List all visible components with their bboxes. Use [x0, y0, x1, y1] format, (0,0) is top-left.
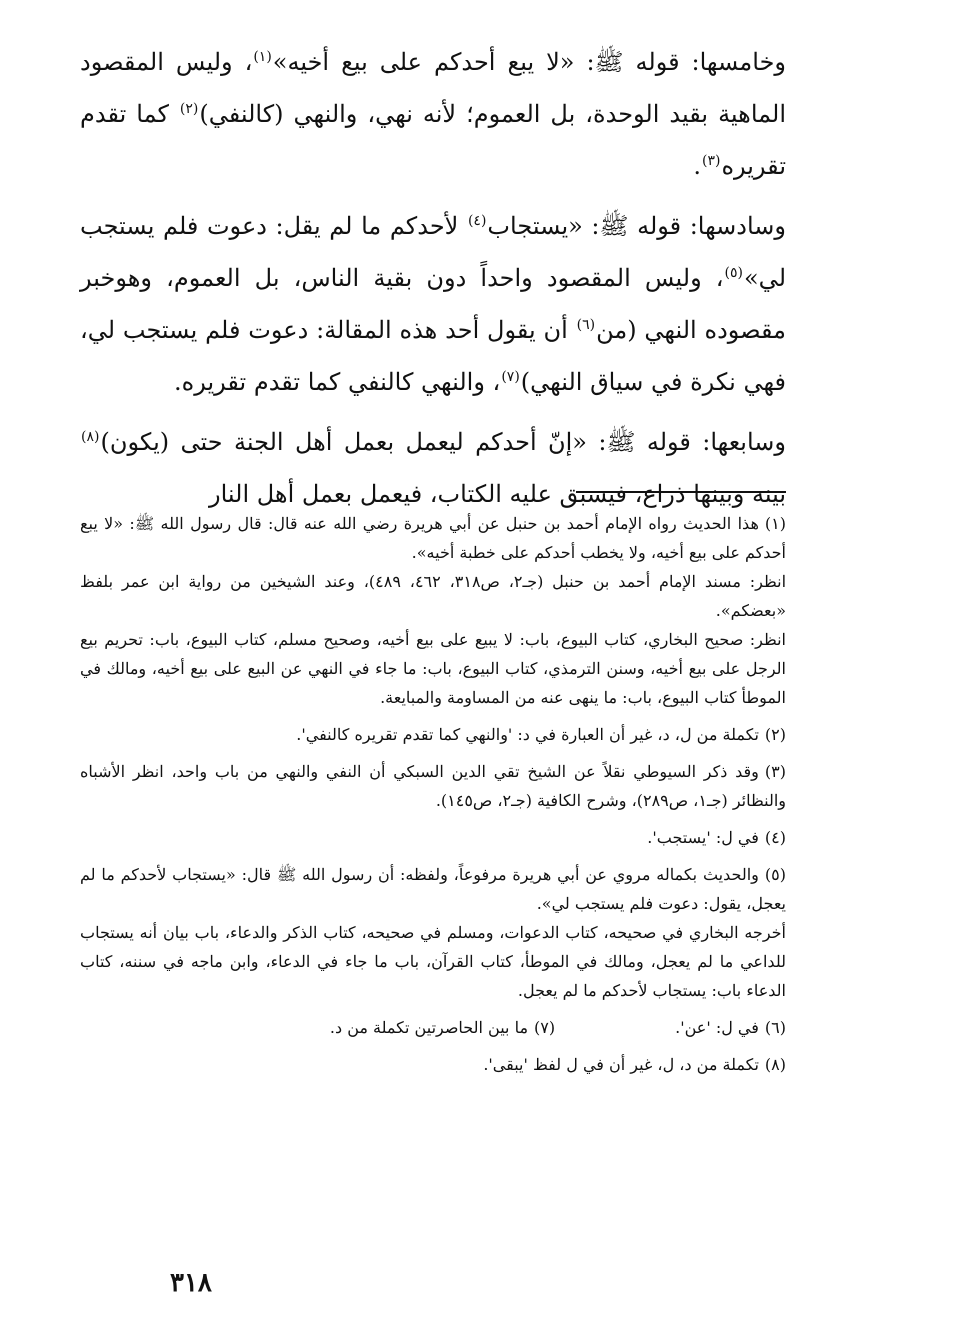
footnote-text: في ل: 'يستجب'.	[647, 828, 759, 847]
paragraph-text: وخامسها: قوله ﷺ: «لا يبع أحدكم على بيع أخيه»	[272, 48, 786, 76]
paragraph-fifth	[80, 36, 786, 192]
footnote-number: (٨)	[764, 1055, 786, 1074]
footnote-2	[80, 720, 786, 749]
footnote-text: في ل: 'عن'.	[675, 1018, 759, 1037]
paragraph-text: .	[693, 152, 701, 180]
footnote-text: انظر: صحيح البخاري، كتاب البيوع، باب: لا يبيع على بيع أخيه، وصحيح مسلم، كتاب البيوع، باب: تحريم بيع الرجل على بيع أخيه، وسنن الترمذي، كتاب البيوع، باب: ما جاء في النهي عن البيع على بيع أخيه، ومالك في الموطأ كتاب البيوع، باب: ما ينهى عنه من المساومة والمبايعة.	[80, 630, 786, 707]
footnote-number: (٥)	[764, 865, 786, 884]
paragraph-text: ، وليس المقصود الماهية بقيد الوحدة، بل العموم؛ لأنه نهي، والنهي (كالنفي)	[80, 48, 786, 128]
footnote-text: تكملة من د، ل، غير أن في ل لفظ 'يبقى'.	[483, 1055, 759, 1074]
footnote-reference: (٣)	[701, 153, 721, 169]
footnote-6	[675, 1013, 786, 1042]
footnote-reference: (٨)	[81, 429, 100, 445]
footnote-reference: (٥)	[724, 265, 743, 281]
paragraph-seventh	[80, 416, 786, 520]
paragraph-text: ، وليس المقصود واحداً دون بقية الناس، بل العموم، وهوخبر مقصوده النهي (من	[80, 264, 786, 344]
paragraph-text: بينه وبينها ذراع، فيسبق عليه الكتاب، فيعمل بعمل أهل النار	[209, 480, 786, 508]
footnote-number: (٢)	[764, 725, 786, 744]
footnote-text: انظر: مسند الإمام أحمد بن حنبل (جـ٢، ص٣١٨، ٤٦٢، ٤٨٩)، وعند الشيخين من رواية ابن عمر بلفظ «بعضكم».	[80, 572, 787, 620]
footnote-1	[80, 509, 786, 712]
footnote-reference: (٧)	[501, 369, 520, 385]
page-number: ٣١٨	[170, 1268, 212, 1298]
footnote-text: أخرجه البخاري في صحيحه، كتاب الدعوات، ومسلم في صحيحه، كتاب الذكر والدعاء، باب بيان أنه يستجاب للداعي ما لم يعجل، ومالك في الموطأ، كتاب القرآن، باب ما جاء في الدعاء، وابن ماجه في سننه، كتاب الدعاء باب: يستجاب لأحدكم ما لم يعجل.	[80, 923, 786, 1000]
footnote-text: والحديث بكماله مروي عن أبي هريرة مرفوعاً، ولفظه: أن رسول الله ﷺ قال: «يستجاب لأحدكم ما لم يعجل، يقول: دعوت فلم يستجب لي».	[80, 865, 786, 913]
footnote-reference: (٤)	[467, 213, 487, 229]
footnote-number: (٦)	[764, 1018, 786, 1037]
footnote-8	[80, 1050, 786, 1079]
footnote-3	[80, 757, 786, 815]
footnote-text: وقد ذكر السيوطي نقلاً عن الشيخ تقي الدين السبكي أن النفي والنهي من باب واحد، انظر الأشباه والنظائر (جـ١، ص٢٨٩)، وشرح الكافية (جـ٢، ص١٤٥).	[80, 762, 786, 810]
paragraph-text: لأحدكم ما لم يقل: دعوت فلم يستجب لي»	[80, 212, 786, 292]
footnote-text: تكملة من ل، د، غير أن العبارة في د: 'والنهي كما تقدم تقريره كالنفي'.	[296, 725, 759, 744]
paragraph-text: وسابعها: قوله ﷺ: «إنّ أحدكم ليعمل بعمل أهل الجنة حتى (يكون)	[100, 428, 786, 456]
footnote-number: (١)	[764, 514, 786, 533]
paragraph-sixth	[80, 200, 786, 408]
paragraph-text: أن يقول أحد هذه المقالة: دعوت فلم يستجب لي، فهي نكرة في سياق النهي)	[80, 316, 786, 396]
footnote-reference: (٢)	[179, 101, 199, 117]
footnote-4	[80, 823, 786, 852]
footnote-number: (٤)	[764, 828, 786, 847]
footnote-reference: (٦)	[576, 317, 596, 333]
paragraph-text: وسادسها: قوله ﷺ: «يستجاب	[487, 212, 786, 240]
footnote-7	[330, 1013, 555, 1042]
footnote-number: (٧)	[534, 1018, 556, 1037]
footnote-text: هذا الحديث رواه الإمام أحمد بن حنبل عن أبي هريرة رضي الله عنه قال: قال رسول الله ﷺ: «لا يبع أحدكم على بيع أخيه، ولا يخطب أحدكم على خطبة أخيه».	[80, 514, 786, 562]
footnote-number: (٣)	[764, 762, 786, 781]
footnote-5	[80, 860, 786, 1005]
footnotes	[80, 509, 786, 1087]
footnote-separator-rule	[576, 491, 786, 493]
paragraph-text: كما تقدم تقريره	[80, 100, 786, 180]
main-text	[80, 36, 786, 520]
paragraph-text: ، والنهي كالنفي كما تقدم تقريره.	[174, 368, 501, 396]
footnotes-6-7	[80, 1013, 786, 1042]
footnote-reference: (١)	[253, 49, 272, 65]
footnote-text: ما بين الحاصرتين تكملة من د.	[329, 1018, 529, 1037]
